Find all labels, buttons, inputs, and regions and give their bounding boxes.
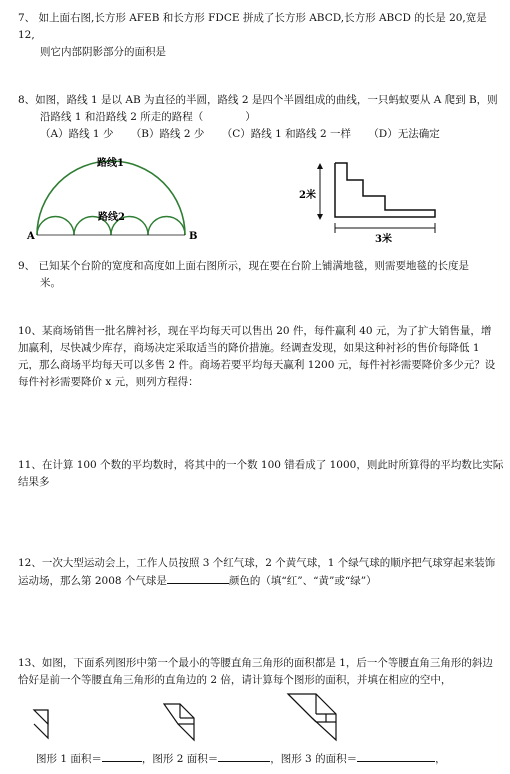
triangle-figure-3: [282, 688, 342, 748]
q13-line-1: 13、如图，下面系列图形中第一个最小的等腰直角三角形的面积都是 1，后一个等腰直角三角形的斜边: [18, 657, 493, 669]
q12-line-2: [18, 572, 504, 590]
route-2-semicircle-4: [148, 217, 185, 236]
q12-line-2-end: 颜色的（填“红”、“黄”或“绿”）: [228, 575, 377, 587]
q13-answer-3-label: ，图形 3 的面积＝: [270, 753, 358, 765]
stairs-figure: [295, 158, 445, 248]
q13-answer-1-label: 图形 1 面积＝: [36, 753, 102, 765]
fig3-inner-1: [288, 694, 316, 722]
height-arrow-head-top: [317, 163, 323, 169]
fig2-outline: [164, 704, 194, 740]
q13-answer-1-blank[interactable]: [102, 750, 142, 762]
q13-answer-3-blank[interactable]: [357, 750, 435, 762]
q13-answer-2-label: ，图形 2 面积＝: [141, 753, 219, 765]
route-2-label: 路线2: [98, 212, 125, 223]
q13-answer-tail: ，: [435, 753, 446, 765]
stairs-outline: [335, 163, 435, 217]
q12-line-1: 12、一次大型运动会上，工作人员按照 3 个红气球，2 个黄气球，1 个绿气球的顺序把气球穿起来装饰: [18, 557, 496, 569]
q8-option-c: （C）路线 1 和路线 2 一样: [221, 128, 351, 140]
route-1-semicircle: [37, 161, 185, 235]
q9-line-1: 9、 已知某个台阶的宽度和高度如上面右图所示，现在要在台阶上铺满地毯，则需要地毯的长度是: [18, 260, 470, 272]
question-12: [18, 555, 504, 590]
question-8: [18, 92, 504, 143]
q7-line-1: 7、 如上面右图,长方形 AFEB 和长方形 FDCE 拼成了长方形 ABCD,长方形 ABCD 的长是 20,宽是 12,: [18, 12, 487, 41]
question-13: [18, 655, 504, 689]
q9-line-2: 米。: [40, 277, 61, 289]
triangle-figure-2: [158, 696, 208, 746]
q8-option-d: （D）无法确定: [368, 128, 440, 140]
height-label: 2米: [299, 190, 316, 201]
q8-line-2: 沿路线 1 和沿路线 2 所走的路程（ ）: [40, 111, 256, 123]
q8-line-1: 8、如图，路线 1 是以 AB 为直径的半圆，路线 2 是四个半圆组成的曲线，一只蚂蚁要从 A 爬到 B，则: [18, 94, 498, 106]
question-10: [18, 323, 504, 391]
q13-line-2: 恰好是前一个等腰直角三角形的直角边的 2 倍，请计算每个图形的面积，并填在相应的空中，: [18, 674, 452, 686]
point-b-label: B: [189, 231, 198, 242]
q11-line-1: 11、在计算 100 个数的平均数时，将其中的一个数 100 错看成了 1000，则此时所算得的平均数比实际: [18, 459, 504, 471]
q10-line-2: 加赢利，尽快减少库存，商场决定采取适当的降价措施。经调查发现，如果这种衬衫的售价每降低 1: [18, 342, 480, 354]
route-figure: [25, 150, 205, 245]
q13-answer-line: [36, 750, 510, 768]
q11-line-2: 结果多: [18, 476, 50, 488]
triangle-figure-1: [28, 706, 58, 746]
q12-line-2-start: 运动场，那么第 2008 个气球是: [18, 575, 167, 587]
q13-answers: [36, 750, 510, 768]
q8-option-b: （B）路线 2 少: [130, 128, 205, 140]
width-label: 3米: [375, 234, 392, 245]
height-arrow-head-bottom: [317, 214, 323, 220]
q10-line-4: 每件衬衫需要降价 x 元，则列方程得：: [18, 376, 199, 388]
route-1-label: 路线1: [97, 158, 124, 169]
fig1-stem: [34, 710, 48, 738]
q10-line-3: 元，那么商场平均每天可以多售 2 件。商场若要平均每天赢利 1200 元，每件衬衫需要降价多少元？设: [18, 359, 496, 371]
route-2-semicircle-1: [37, 217, 74, 236]
fig1-outline: [34, 710, 48, 724]
q7-line-2: 则它内部阴影部分的面积是: [40, 46, 166, 58]
point-a-label: A: [27, 231, 35, 242]
question-7: [18, 10, 504, 61]
q8-options: [18, 126, 504, 143]
q8-option-a: （A）路线 1 少: [40, 128, 114, 140]
q13-answer-2-blank[interactable]: [218, 750, 270, 762]
q10-line-1: 10、某商场销售一批名牌衬衫，现在平均每天可以售出 20 件，每件赢利 40 元，为了扩大销售量，增: [18, 325, 492, 337]
question-11: [18, 457, 504, 491]
question-9: [18, 258, 504, 292]
q12-answer-blank[interactable]: [167, 572, 229, 584]
